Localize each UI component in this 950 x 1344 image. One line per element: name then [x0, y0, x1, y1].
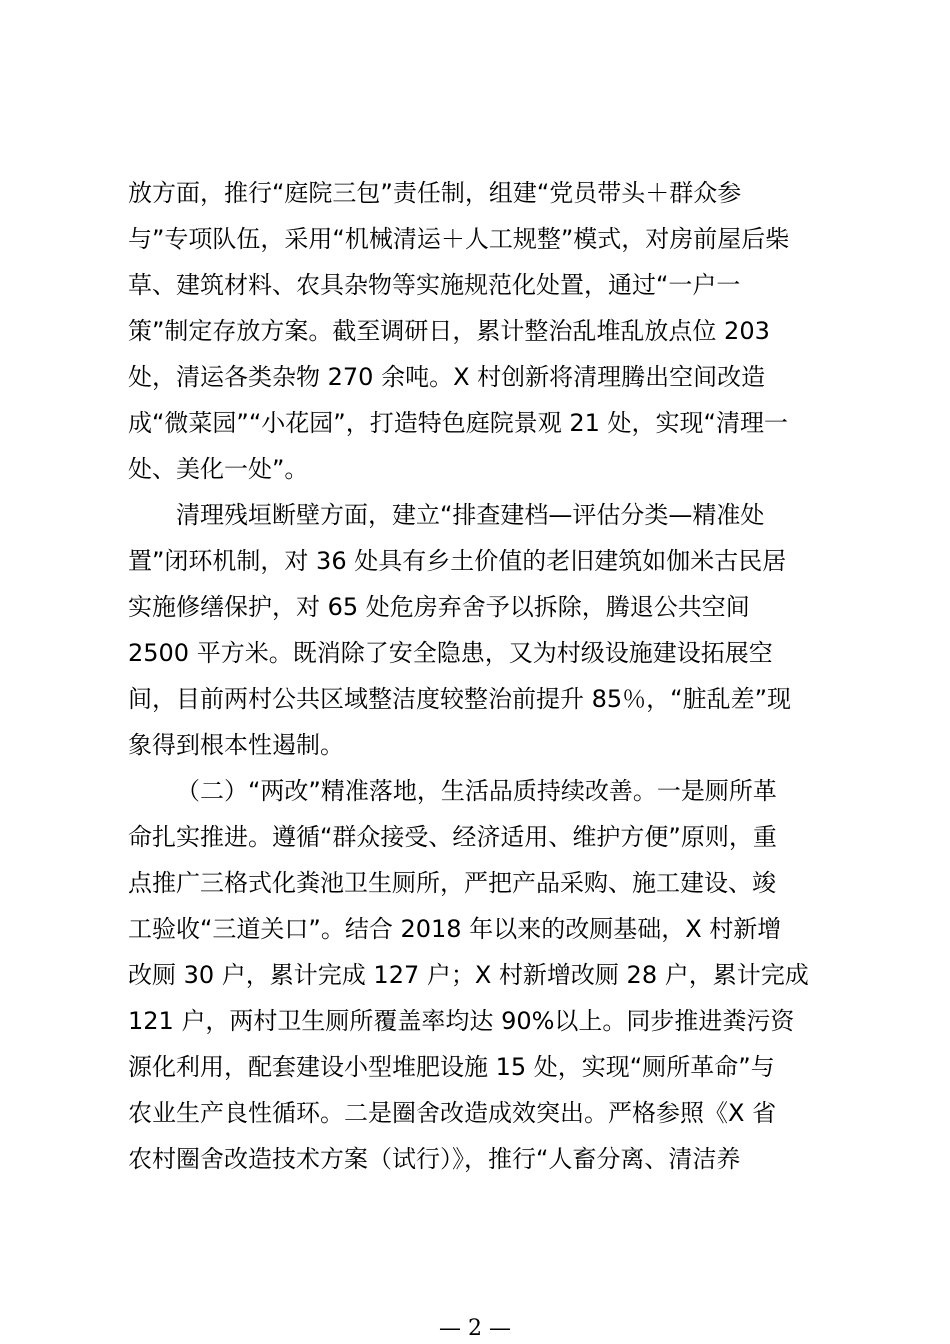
text-line: 命扎实推进。遵循“群众接受、经济适用、维护方便”原则，重: [128, 823, 777, 851]
text-line: 2500 平方米。既消除了安全隐患，又为村级设施建设拓展空: [128, 639, 773, 667]
text-line: 间，目前两村公共区域整洁度较整治前提升 85％，“脏乱差”现: [128, 685, 792, 713]
text-line: 源化利用，配套建设小型堆肥设施 15 处，实现“厕所革命”与: [128, 1053, 775, 1081]
text-line: 实施修缮保护，对 65 处危房弃舍予以拆除，腾退公共空间: [128, 593, 750, 621]
text-line: 成“微菜园”“小花园”，打造特色庭院景观 21 处，实现“清理一: [128, 409, 788, 437]
text-line: 象得到根本性遏制。: [128, 731, 344, 759]
text-line: 处，清运各类杂物 270 余吨。X 村创新将清理腾出空间改造: [128, 363, 766, 391]
text-line: 工验收“三道关口”。结合 2018 年以来的改厕基础，X 村新增: [128, 915, 782, 943]
paragraph-start-line: 清理残垣断壁方面，建立“排查建档—评估分类—精准处: [176, 501, 765, 529]
text-line: 放方面，推行“庭院三包”责任制，组建“党员带头＋群众参: [128, 179, 742, 207]
text-line: 处、美化一处”。: [128, 455, 309, 483]
text-line: 置”闭环机制，对 36 处具有乡土价值的老旧建筑如伽米古民居: [128, 547, 787, 575]
page-number: — 2 —: [439, 1316, 511, 1341]
text-line: 改厕 30 户，累计完成 127 户；X 村新增改厕 28 户，累计完成: [128, 961, 809, 989]
paragraph-start-line: （二）“两改”精准落地，生活品质持续改善。一是厕所革: [176, 777, 777, 805]
text-line: 草、建筑材料、农具杂物等实施规范化处置，通过“一户一: [128, 271, 741, 299]
text-line: 策”制定存放方案。截至调研日，累计整治乱堆乱放点位 203: [128, 317, 770, 345]
text-line: 农业生产良性循环。二是圈舍改造成效突出。严格参照《X 省: [128, 1099, 777, 1127]
text-line: 121 户，两村卫生厕所覆盖率均达 90%以上。同步推进粪污资: [128, 1007, 795, 1035]
text-line: 农村圈舍改造技术方案（试行）》，推行“人畜分离、清洁养: [128, 1145, 741, 1173]
text-line: 点推广三格式化粪池卫生厕所，严把产品采购、施工建设、竣: [128, 869, 776, 897]
text-line: 与”专项队伍，采用“机械清运＋人工规整”模式，对房前屋后柴: [128, 225, 790, 253]
